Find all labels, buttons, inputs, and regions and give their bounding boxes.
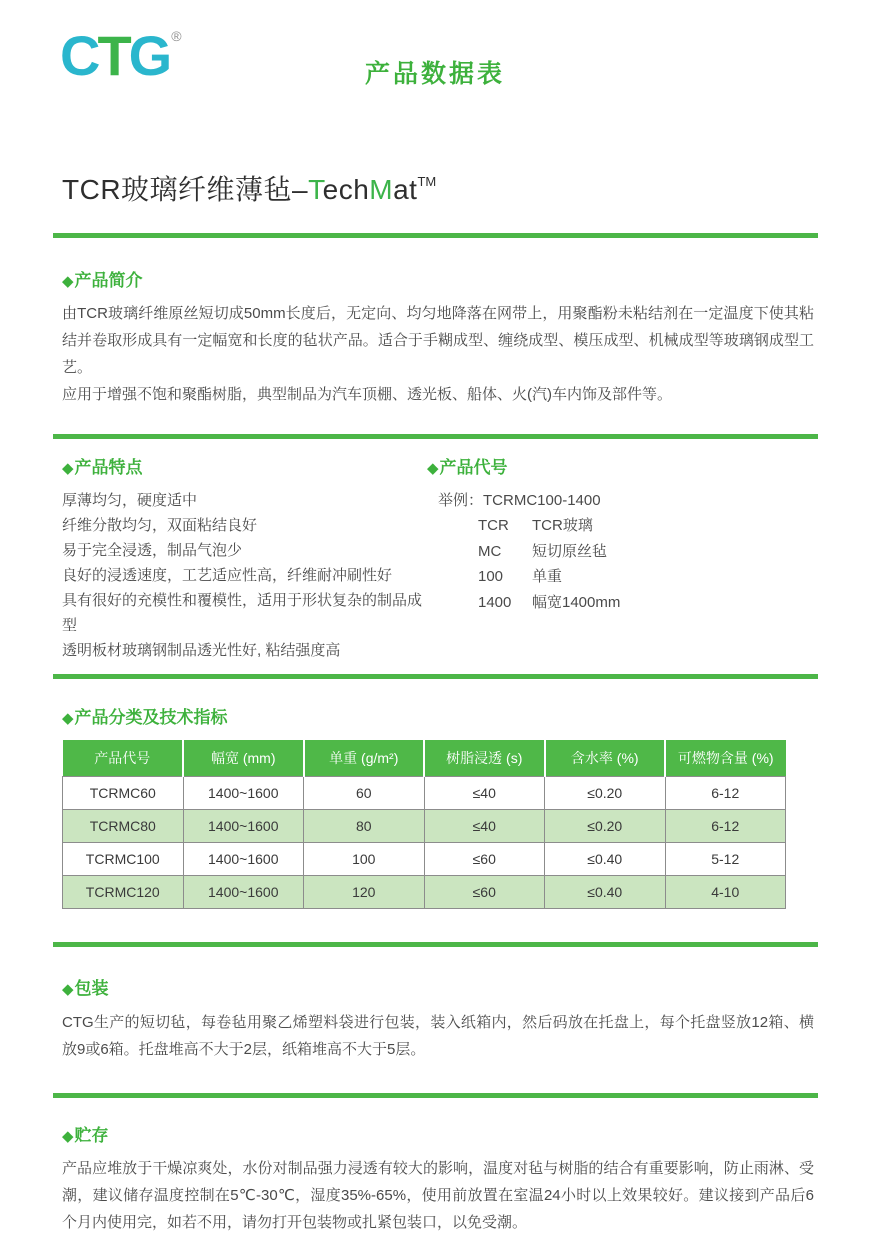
table-header-cell: 产品代号 (63, 740, 184, 776)
code-abbr: MC (478, 542, 502, 560)
masthead (0, 0, 870, 148)
table-cell: 100 (304, 842, 425, 875)
table-row (63, 842, 786, 875)
product-title-seg-at: at (393, 174, 418, 205)
feature-item: 良好的浸透速度，工艺适应性高，纤维耐冲刷性好 (62, 567, 393, 584)
features-codes-row (62, 456, 818, 663)
table-cell: ≤60 (424, 875, 545, 908)
divider (53, 674, 818, 679)
product-title-prefix: TCR玻璃纤维薄毡– (62, 174, 309, 205)
table-cell: 120 (304, 875, 425, 908)
doc-title: 产品数据表 (364, 60, 505, 88)
intro-heading (62, 269, 818, 294)
diamond-icon: ◆ (62, 980, 74, 998)
table-cell: 1400~1600 (183, 875, 304, 908)
product-title-seg-ech: ech (322, 174, 370, 205)
feature-list (62, 488, 427, 663)
table-cell: TCRMC100 (63, 842, 184, 875)
table-cell: 5-12 (665, 842, 786, 875)
spec-heading (62, 706, 818, 731)
intro-heading-label: 产品简介 (74, 271, 143, 290)
table-header-cell: 幅宽 (mm) (183, 740, 304, 776)
code-row (427, 590, 818, 616)
code-example-value: TCRMC100-1400 (483, 492, 601, 509)
code-desc: 幅宽1400mm (532, 593, 621, 611)
packaging-heading (62, 977, 818, 1002)
table-cell: 1400~1600 (183, 809, 304, 842)
table-header-cell: 树脂浸透 (s) (424, 740, 545, 776)
logo-letter-c: C (60, 24, 98, 87)
registered-trademark-icon: ® (171, 28, 182, 44)
feature-item: 具有很好的充模性和覆模性，适用于形状复杂的制品成型 (62, 592, 423, 634)
logo-letter-g: G (128, 24, 170, 87)
codes-body (427, 488, 818, 615)
table-cell: ≤0.20 (545, 776, 666, 809)
feature-item: 透明板材玻璃钢制品透光性好, 粘结强度高 (62, 642, 341, 659)
table-cell: ≤0.20 (545, 809, 666, 842)
packaging-heading-label: 包装 (74, 978, 109, 998)
codes-heading (427, 456, 818, 481)
table-cell: TCRMC80 (63, 809, 184, 842)
diamond-icon: ◆ (62, 273, 74, 290)
table-cell: TCRMC120 (63, 875, 184, 908)
spec-table (62, 740, 786, 909)
table-header-cell: 含水率 (%) (545, 740, 666, 776)
packaging-text: CTG生产的短切毡，每卷毡用聚乙烯塑料袋进行包装，装入纸箱内，然后码放在托盘上，每个托盘竖放12箱、横放9或6箱。托盘堆高不大于2层，纸箱堆高不大于5层。 (62, 1013, 814, 1058)
table-cell: 4-10 (665, 875, 786, 908)
table-row (63, 875, 786, 908)
table-cell: 6-12 (665, 809, 786, 842)
code-example-label: 举例： (438, 492, 484, 509)
table-cell: TCRMC60 (63, 776, 184, 809)
table-cell: ≤40 (424, 809, 545, 842)
section-spec-table (0, 706, 870, 909)
diamond-icon: ◆ (427, 460, 439, 477)
table-row (63, 776, 786, 809)
table-cell: ≤40 (424, 776, 545, 809)
table-cell: 6-12 (665, 776, 786, 809)
intro-paragraph-1: 由TCR玻璃纤维原丝短切成50mm长度后，无定向、均匀地降落在网带上，用聚酯粉未粘结剂在一定温度下使其粘结并卷取形成具有一定幅宽和长度的毡状产品。适合于手糊成型、缠绕成型、模压成型、机械成型等玻璃钢成型工艺。 (62, 305, 814, 376)
divider (53, 1093, 818, 1098)
diamond-icon: ◆ (62, 710, 74, 727)
code-row (427, 564, 818, 590)
product-title (62, 162, 818, 210)
table-header-row (63, 740, 786, 776)
diamond-icon: ◆ (62, 1127, 74, 1145)
table-cell: ≤60 (424, 842, 545, 875)
section-features (62, 456, 427, 663)
feature-item: 纤维分散均匀，双面粘结良好 (62, 517, 258, 534)
divider (53, 233, 818, 238)
table-header-cell: 单重 (g/m²) (304, 740, 425, 776)
diamond-icon: ◆ (62, 460, 74, 477)
table-cell: ≤0.40 (545, 875, 666, 908)
codes-heading-label: 产品代号 (439, 458, 508, 477)
code-desc: 短切原丝毡 (532, 542, 608, 560)
storage-text: 产品应堆放于干燥凉爽处，水份对制品强力浸透有较大的影响，温度对毡与树脂的结合有重要影响，防止雨淋、受潮，建议储存温度控制在5℃-30℃，湿度35%-65%，使用前放置在室温24小时以上效果较好。建议接到产品后6个月内使用完，如若不用，请勿打开包装物或扎紧包装口，以免受潮。 (62, 1159, 814, 1231)
divider (53, 434, 818, 439)
product-title-seg-t: T (308, 174, 323, 205)
table-cell: 1400~1600 (183, 776, 304, 809)
code-desc: TCR玻璃 (532, 517, 593, 534)
feature-item: 厚薄均匀，硬度适中 (62, 492, 198, 509)
storage-heading (62, 1124, 818, 1149)
features-heading (62, 456, 427, 481)
product-title-seg-m: M (369, 174, 394, 205)
section-packaging (0, 977, 870, 1063)
code-row (427, 539, 818, 565)
code-abbr: 100 (478, 568, 504, 585)
logo-letter-t: T (97, 24, 129, 87)
spec-heading-label: 产品分类及技术指标 (74, 708, 228, 727)
trademark-superscript: TM (417, 174, 437, 189)
code-abbr: TCR (478, 517, 509, 534)
code-desc: 单重 (532, 568, 563, 585)
storage-heading-label: 贮存 (74, 1125, 109, 1145)
section-storage (0, 1124, 870, 1236)
section-intro (0, 269, 870, 408)
intro-paragraph-2: 应用于增强不饱和聚酯树脂，典型制品为汽车顶棚、透光板、船体、火(汽)车内饰及部件等。 (62, 386, 672, 403)
table-header-cell: 可燃物含量 (%) (665, 740, 786, 776)
features-heading-label: 产品特点 (74, 458, 143, 477)
code-example (427, 488, 818, 513)
table-cell: 80 (304, 809, 425, 842)
feature-item: 易于完全浸透，制品气泡少 (62, 542, 243, 559)
table-cell: 60 (304, 776, 425, 809)
section-codes (427, 456, 818, 663)
table-row (63, 809, 786, 842)
table-cell: ≤0.40 (545, 842, 666, 875)
code-abbr: 1400 (478, 593, 512, 611)
table-cell: 1400~1600 (183, 842, 304, 875)
code-row (427, 513, 818, 539)
divider (53, 942, 818, 947)
